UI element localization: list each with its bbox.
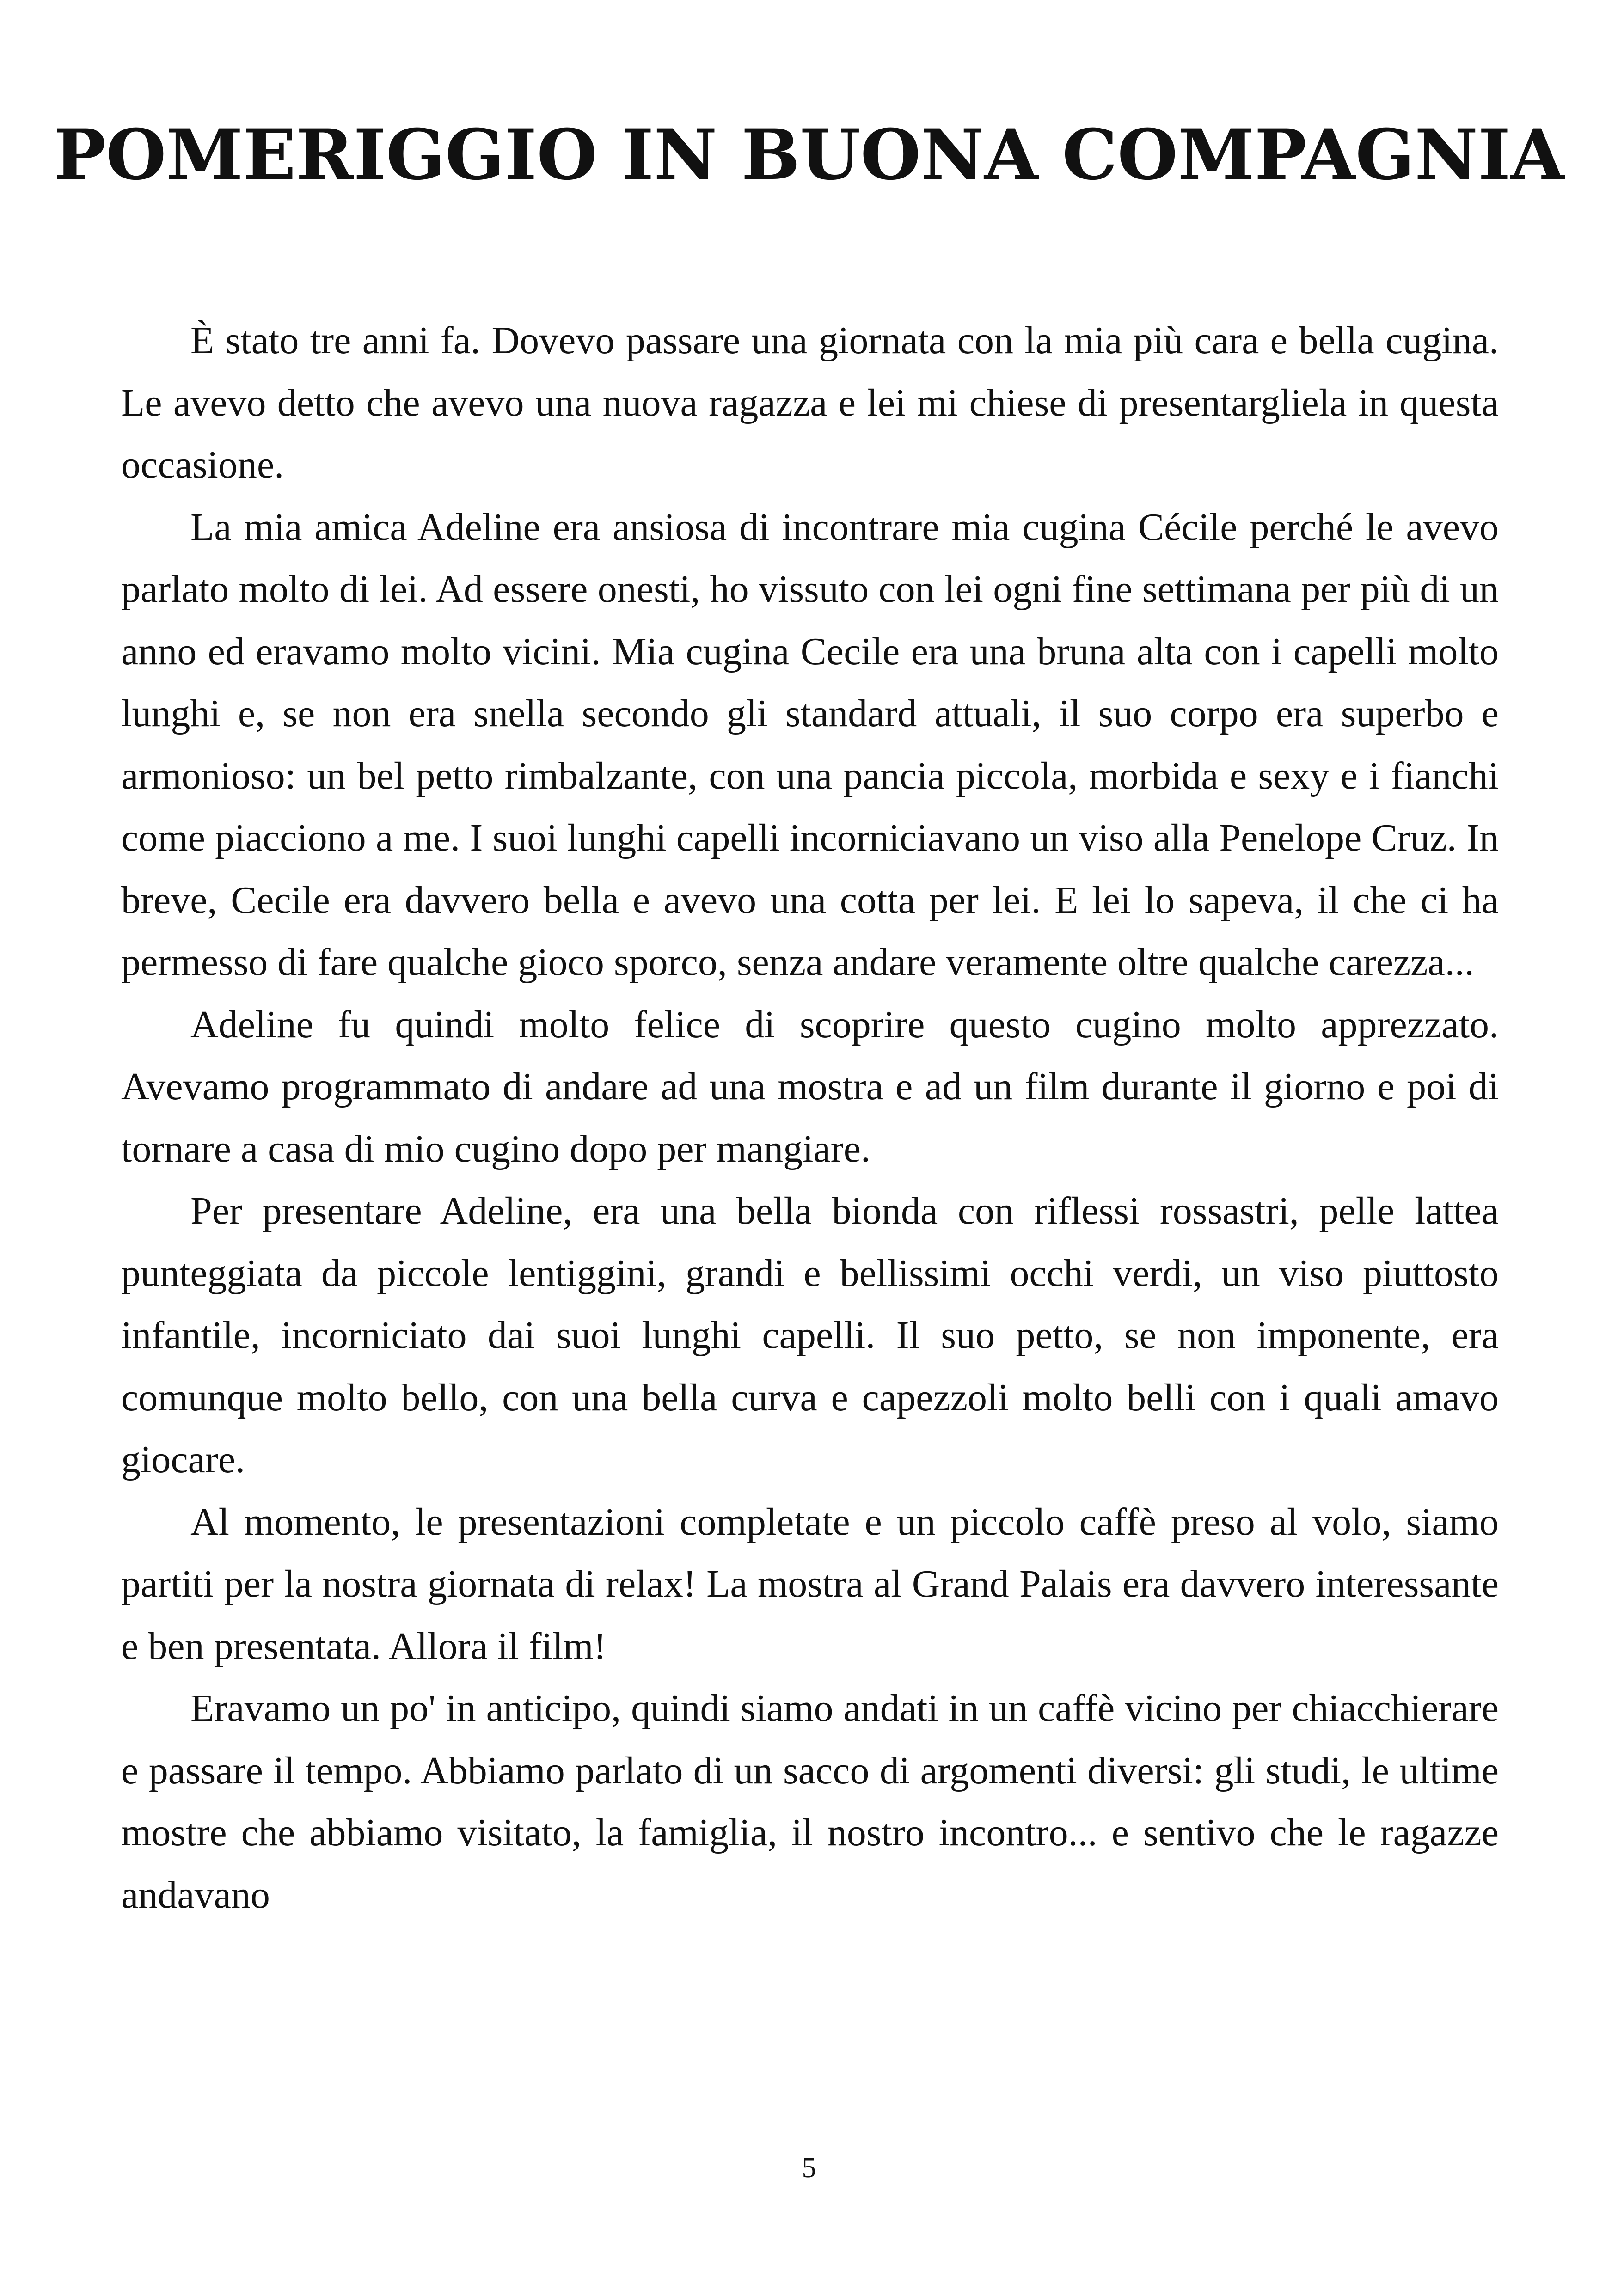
paragraph: Adeline fu quindi molto felice di scoprire questo cugino molto apprezzato. Avevamo programmato di andare ad una mostra e ad un film durante il giorno e poi di tornare a casa di mio cugino dopo per mangiare.: [121, 1003, 1499, 1170]
paragraph: Al momento, le presentazioni completate e un piccolo caffè preso al volo, siamo partiti per la nostra giornata di relax! La mostra al Grand Palais era davvero interessante e ben presentata. Allora il film!: [121, 1500, 1499, 1668]
paragraph: Eravamo un po' in anticipo, quindi siamo andati in un caffè vicino per chiacchierare e passare il tempo. Abbiamo parlato di un sacco di argomenti diversi: gli studi, le ultime mostre che abbiamo visitato, la famiglia, il nostro incontro... e sentivo che le ragazze andavano: [121, 1687, 1499, 1916]
paragraph: Per presentare Adeline, era una bella bionda con riflessi rossastri, pelle lattea punteggiata da piccole lentiggini, grandi e bellissimi occhi verdi, un viso piuttosto infantile, incorniciato dai suoi lunghi capelli. Il suo petto, se non imponente, era comunque molto bello, con una bella curva e capezzoli molto belli con i quali amavo giocare.: [121, 1189, 1499, 1481]
paragraph: La mia amica Adeline era ansiosa di incontrare mia cugina Cécile perché le avevo parlato molto di lei. Ad essere onesti, ho vissuto con lei ogni fine settimana per più di un anno ed eravamo molto vicini. Mia cugina Cecile era una bruna alta con i capelli molto lunghi e, se non era snella secondo gli standard attuali, il suo corpo era superbo e armonioso: un bel petto rimbalzante, con una pancia piccola, morbida e sexy e i fianchi come piacciono a me. I suoi lunghi capelli incorniciavano un viso alla Penelope Cruz. In breve, Cecile era davvero bella e avevo una cotta per lei. E lei lo sapeva, il che ci ha permesso di fare qualche gioco sporco, senza andare veramente oltre qualche carezza...: [121, 505, 1499, 984]
chapter-title: POMERIGGIO IN BUONA COMPAGNIA: [54, 114, 1564, 196]
chapter-body: [121, 310, 1499, 1926]
paragraph: È stato tre anni fa. Dovevo passare una giornata con la mia più cara e bella cugina. Le avevo detto che avevo una nuova ragazza e lei mi chiese di presentargliela in questa occasione.: [121, 319, 1499, 486]
page-number: 5: [802, 2152, 816, 2184]
